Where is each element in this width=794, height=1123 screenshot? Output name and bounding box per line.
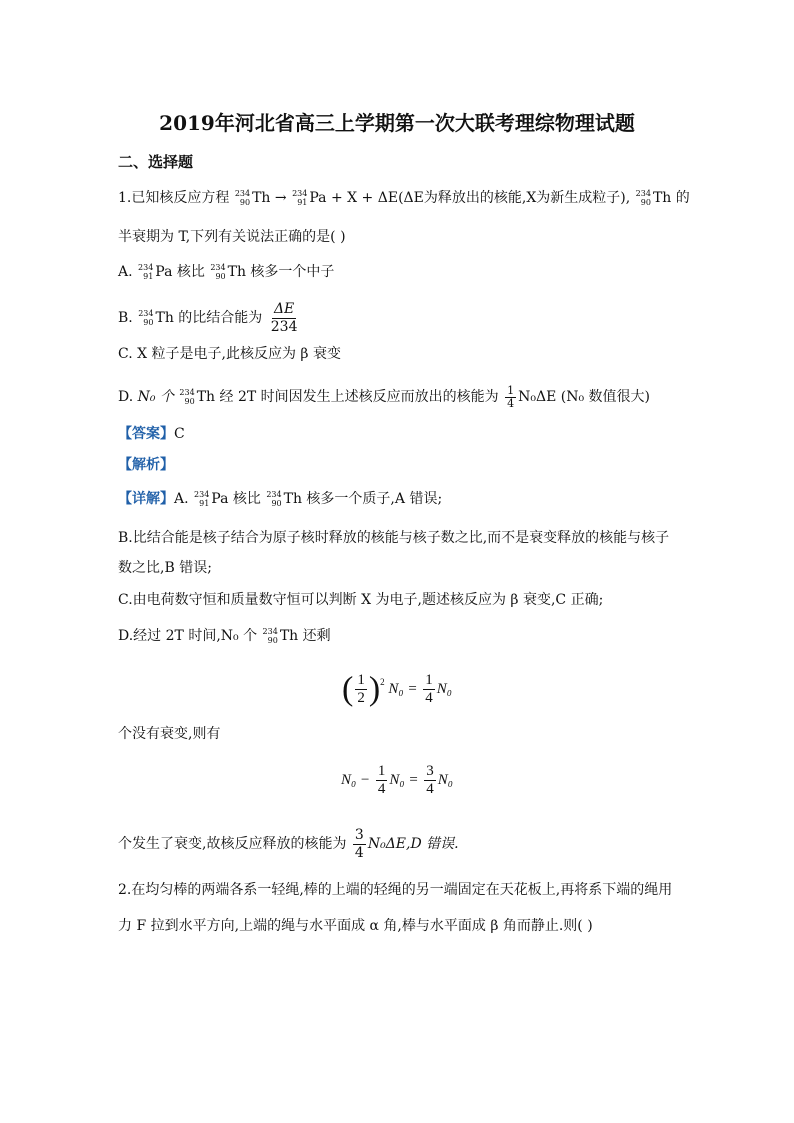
q1-stem-b: Pa + X + ΔE(ΔE为释放出的核能,X为新生成粒子), xyxy=(309,190,631,206)
detail-b-line1: B.比结合能是核子结合为原子核时释放的核能与核子数之比,而不是衰变释放的核能与核子 xyxy=(118,530,670,546)
q1-stem-line2: 半衰期为 T,下列有关说法正确的是( ) xyxy=(118,229,346,245)
detail-d-line3: 个发生了衰变,故核反应释放的核能为 $\frac{3}{4}$ N₀ΔE,D 错误. xyxy=(118,826,459,861)
formula-decayed: N₀ − $\frac{1}{4}$ N₀ = $\frac{3}{4}$ N₀ xyxy=(341,763,453,798)
page-title: 2019年河北省高三上学期第一次大联考理综物理试题 xyxy=(159,111,635,135)
detail-b-line2: 数之比,B 错误; xyxy=(118,560,212,576)
analysis-tag: 【解析】 xyxy=(118,457,174,473)
detail-c: C.由电荷数守恒和质量数守恒可以判断 X 为电子,题述核反应为 β 衰变,C 正确; xyxy=(118,592,604,608)
q1-stem-c: Th 的 xyxy=(652,190,690,206)
q1-option-a: A. 234 91 Pa 核比 234 90 Th 核多一个中子 xyxy=(118,263,335,281)
detail-d-line1: D.经过 2T 时间,N₀ 个 234 90 Th 还剩 xyxy=(118,627,331,645)
pa-isotope: 234 91 xyxy=(292,189,308,207)
q1-stem-eq: Th → xyxy=(252,190,292,206)
answer-tag: 【答案】 xyxy=(118,426,174,442)
detail-a: 【详解】A. 234 91 Pa 核比 234 90 Th 核多一个质子,A 错误; xyxy=(118,490,443,508)
fraction: $\frac{1}{4}$ xyxy=(507,383,515,410)
answer-line xyxy=(118,424,185,444)
q1-option-c: C. X 粒子是电子,此核反应为 β 衰变 xyxy=(118,346,341,362)
q1-option-b: B. 234 90 Th 的比结合能为 $\frac{\Delta E}{234}$ xyxy=(118,300,298,335)
formula-remaining: ( $\frac{1}{2}$ )$^2$ N₀ = $\frac{1}{4}$ N₀ xyxy=(342,670,452,708)
th-isotope: 234 90 xyxy=(635,189,651,207)
q1-stem-a: 1.已知核反应方程 xyxy=(118,190,230,206)
answer-value: C xyxy=(174,426,185,442)
fraction: $\frac{\Delta E}{234}$ xyxy=(270,300,298,335)
q1-option-d: D. N₀ 个 234 90 Th 经 2T 时间因发生上述核反应而放出的核能为 $\frac{1}{4}$ N₀ΔE (N₀ 数值很大) xyxy=(118,383,650,410)
q1-stem-line1 xyxy=(118,188,690,208)
th-isotope: 234 90 xyxy=(234,189,251,207)
q2-line1: 2.在均匀棒的两端各系一轻绳,棒的上端的轻绳的另一端固定在天花板上,再将系下端的绳用 xyxy=(118,882,673,898)
q2-line2: 力 F 拉到水平方向,上端的绳与水平面成 α 角,棒与水平面成 β 角而静止.则( ) xyxy=(118,918,593,934)
detail-d-line2: 个没有衰变,则有 xyxy=(118,726,221,742)
section-heading: 二、选择题 xyxy=(118,153,194,171)
